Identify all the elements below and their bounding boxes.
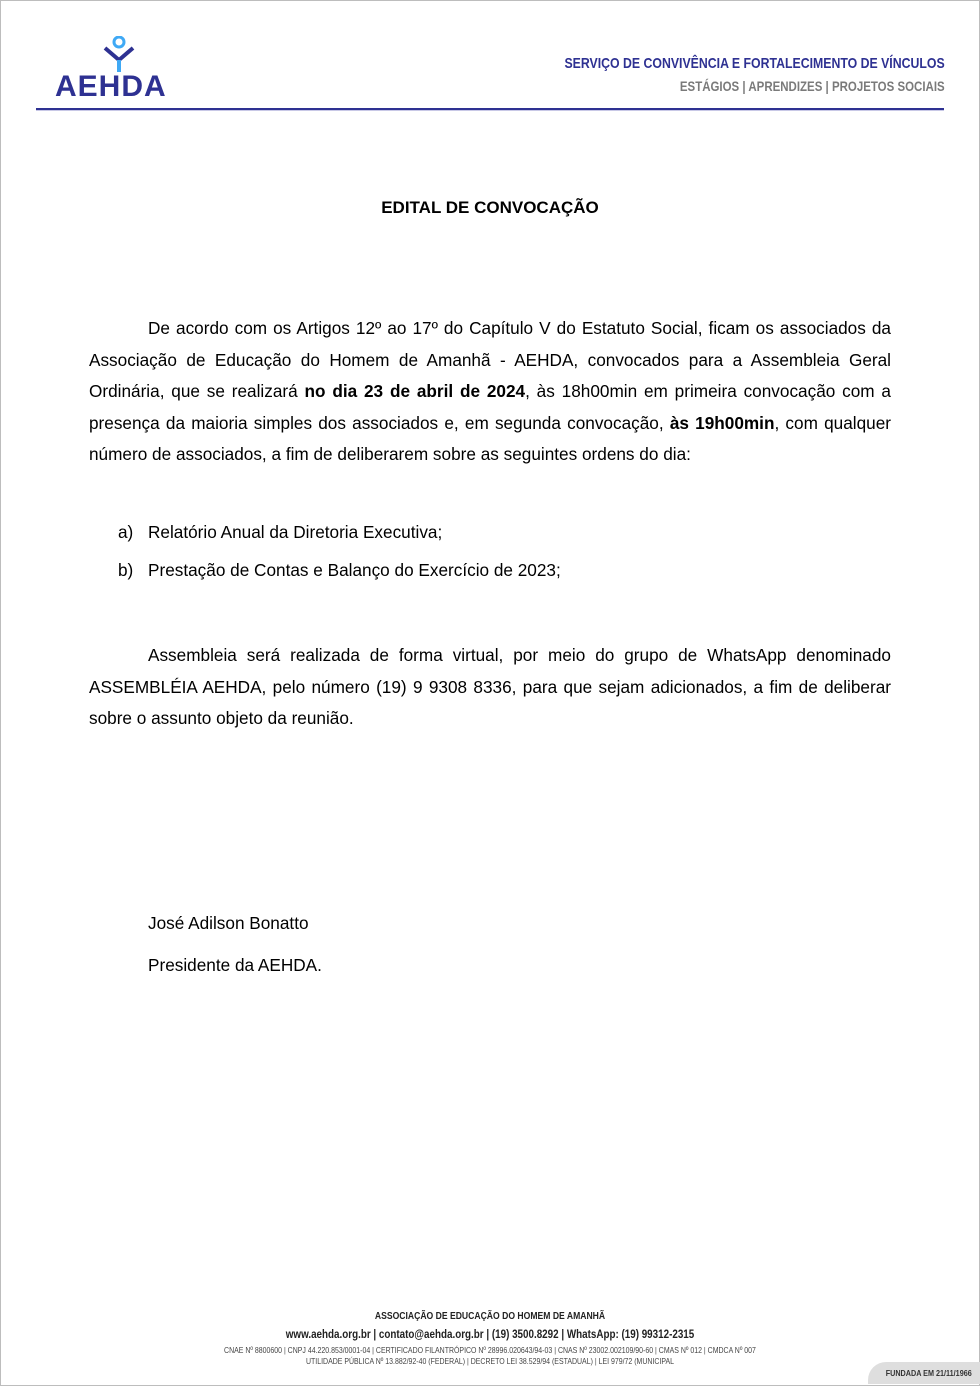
list-item-text: Relatório Anual da Diretoria Executiva;	[148, 522, 443, 542]
header-divider-shadow	[36, 110, 944, 111]
logo-text: AEHDA	[55, 70, 167, 103]
signature-role: Presidente da AEHDA.	[148, 955, 322, 975]
p1-text-a: De acordo com os Artigos 12º ao 17º do Capítulo V do Estatuto Social, ficam os associados da Associação de Educação do Homem de Amanhã - AEHDA, convocados para a Assembleia Geral Ordinária, que se realizará	[89, 318, 891, 402]
footer-registrations: CNAE Nº 8800600 | CNPJ 44.220.853/0001-04 | CERTIFICADO FILANTRÓPICO Nº 28996.020643/94-03 | CNAS Nº 23002.002109/90-60 | CMAS Nº 012 | CMDCA Nº 007	[224, 1345, 756, 1355]
p1-text-e: , com qualquer número de associados, a fim de deliberarem sobre as seguintes ordens do dia:	[89, 412, 891, 465]
footer-public-utility: UTILIDADE PÚBLICA Nº 13.882/92-40 (FEDERAL) | DECRETO LEI 38.529/94 (ESTADUAL) | LEI 979/72 (MUNICIPAL	[306, 1356, 674, 1366]
paragraph-convocation	[89, 313, 891, 471]
founded-badge	[868, 1362, 980, 1384]
document-title: EDITAL DE CONVOCAÇÃO	[381, 198, 599, 217]
p1-date: no dia 23 de abril de 2024	[304, 381, 526, 402]
signature-name: José Adilson Bonatto	[148, 913, 309, 933]
p1-text-c: , às 18h00min em primeira convocação com a presença da maioria simples dos associados e, em segunda convocação,	[89, 381, 891, 433]
header-subtitle: ESTÁGIOS | APRENDIZES | PROJETOS SOCIAIS	[680, 78, 945, 94]
list-marker: a)	[118, 522, 134, 542]
header-title: SERVIÇO DE CONVIVÊNCIA E FORTALECIMENTO DE VÍNCULOS	[564, 55, 945, 72]
aehda-logo	[55, 36, 185, 103]
paragraph-virtual-meeting: Assembleia será realizada de forma virtual, por meio do grupo de WhatsApp denominado ASSEMBLÉIA AEHDA, pelo número (19) 9 9308 8336, para que sejam adicionados, a fim de deliberar sobre o assunto objeto da reunião.	[89, 645, 891, 729]
founded-text: FUNDADA EM 21/11/1966	[885, 1368, 972, 1378]
list-item	[118, 517, 561, 555]
list-item-text: Prestação de Contas e Balanço do Exercício de 2023;	[148, 560, 561, 580]
list-item	[118, 555, 561, 593]
header-tagline	[481, 55, 945, 94]
list-marker: b)	[118, 560, 134, 580]
footer	[0, 1310, 980, 1366]
p1-second-time: às 19h00min	[669, 412, 775, 433]
footer-org-name: ASSOCIAÇÃO DE EDUCAÇÃO DO HOMEM DE AMANHÃ	[374, 1310, 606, 1322]
footer-contacts: www.aehda.org.br | contato@aehda.org.br | (19) 3500.8292 | WhatsApp: (19) 99312-2315	[285, 1327, 695, 1341]
agenda-list	[118, 517, 561, 593]
